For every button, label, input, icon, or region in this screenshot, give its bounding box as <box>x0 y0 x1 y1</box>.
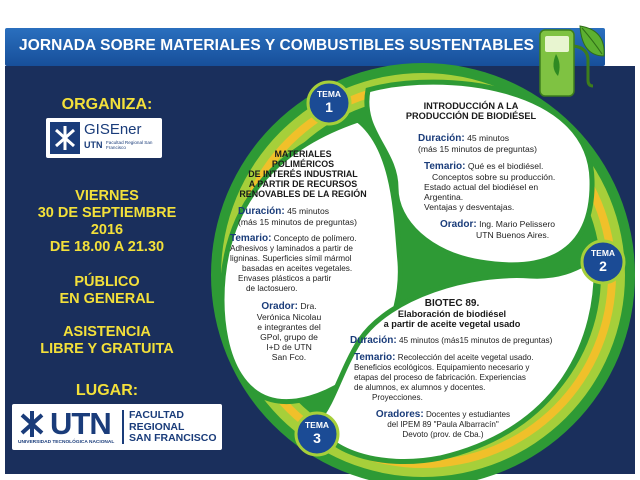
tema-3-temario <box>354 353 554 403</box>
tema-3-orador <box>368 410 518 440</box>
date-line: VIERNES <box>75 188 139 204</box>
duracion-label: Duración: <box>418 133 465 144</box>
utn-faculty <box>129 410 217 445</box>
temario-line: Conceptos sobre su producción. <box>432 172 556 182</box>
orador-line: Dra. <box>300 301 317 311</box>
gisener-subtitle: Facultad Regional San Francisco <box>106 140 153 150</box>
audience-info <box>5 274 209 308</box>
title-line: MATERIALES <box>274 149 332 159</box>
orador-line: Verónica Nicolau <box>256 312 322 322</box>
duracion-label: Duración: <box>350 335 397 346</box>
tema-3-badge-text <box>297 420 337 446</box>
badge-word: TEMA <box>590 248 616 258</box>
temario-line: Argentina. <box>424 192 464 202</box>
duracion-extra: (más 15 minutos de preguntas) <box>418 144 537 154</box>
page-title: JORNADA SOBRE MATERIALES Y COMBUSTIBLES SUSTENTABLES <box>19 37 535 54</box>
utn-emblem-icon <box>18 409 46 439</box>
orador-line: Ing. Mario Pelissero <box>479 219 556 229</box>
duracion-extra: (más 15 minutos de preguntas) <box>238 217 357 227</box>
temario-line: Adhesivos y laminados a partir de <box>230 244 353 253</box>
duracion-value: 45 minutos <box>467 133 510 143</box>
faculty-line: SAN FRANCISCO <box>129 432 217 444</box>
title-line: a partir de aceite vegetal usado <box>383 319 521 329</box>
duracion-value: 45 minutos <box>287 206 330 216</box>
temario-line: Estado actual del biodiésel en <box>424 182 539 192</box>
title-line: BIOTEC 89. <box>424 298 480 309</box>
orador-line: e integrantes del <box>257 322 321 332</box>
divider <box>122 410 124 444</box>
title-line: A PARTIR DE RECURSOS <box>248 179 358 189</box>
badge-number: 1 <box>325 99 333 115</box>
title-line: Elaboración de biodiésel <box>397 309 507 319</box>
orador-label: Orador: <box>440 219 477 230</box>
tema-1-content <box>382 101 574 240</box>
temario-line: de alumnos, ex alumnos y docentes. <box>354 383 486 392</box>
utn-fullname: UNIVERSIDAD TECNOLÓGICA NACIONAL <box>18 440 115 445</box>
orador-label: Oradores: <box>375 409 424 420</box>
temario-line: Recolección del aceite vegetal usado. <box>397 353 534 362</box>
tema-2-orador <box>244 301 334 362</box>
badge-number: 3 <box>313 430 321 446</box>
badge-word: TEMA <box>316 89 342 99</box>
attendance-info <box>5 324 209 358</box>
orador-line: Devoto (prov. de Cba.) <box>402 430 484 439</box>
organiza-label: ORGANIZA: <box>61 96 153 113</box>
temario-line: basadas en aceites vegetales. <box>242 264 353 273</box>
tema-2-badge-text <box>583 248 623 274</box>
date-line: 30 DE SEPTIEMBRE <box>37 205 177 221</box>
gisener-utn: UTN <box>84 140 103 150</box>
temario-label: Temario: <box>424 161 466 172</box>
title-line: INTRODUCCIÓN A LA <box>423 101 519 111</box>
orador-line: San Fco. <box>271 352 307 362</box>
gisener-logo <box>46 118 162 158</box>
title-line: RENOVABLES DE LA REGIÓN <box>239 189 367 199</box>
temario-line: Envases plásticos a partir <box>238 274 332 283</box>
orador-line: Docentes y estudiantes <box>425 410 511 419</box>
faculty-line: FACULTAD <box>129 409 185 421</box>
temario-line: ligninas. Superficies símil mármol <box>230 254 352 263</box>
orador-label: Orador: <box>261 301 299 312</box>
orador-line: UTN Buenos Aires. <box>476 230 550 240</box>
lugar-label: LUGAR: <box>75 382 139 399</box>
date-line: 2016 <box>90 222 124 238</box>
faculty-line: REGIONAL <box>129 420 185 433</box>
attendance-line: LIBRE Y GRATUITA <box>40 341 174 357</box>
tema-2-temario <box>230 234 382 294</box>
title-line: DE INTERÉS INDUSTRIAL <box>248 169 358 179</box>
utn-name: UTN <box>50 406 111 441</box>
tema-2-title <box>224 149 382 199</box>
utn-emblem-icon <box>50 122 80 154</box>
gisener-name: GISEner <box>84 121 142 138</box>
temario-line: Concepto de polímero. <box>273 234 357 243</box>
title-line: PRODUCCIÓN DE BIODIÉSEL <box>405 111 537 121</box>
duracion-label: Duración: <box>238 206 285 217</box>
temario-line: etapas del proceso de fabricación. Experiencias <box>354 373 526 382</box>
temario-line: Ventajas y desventajas. <box>424 202 515 212</box>
tema-3-content <box>350 299 554 440</box>
temario-line: Beneficios ecológicos. Equipamiento necesario y <box>354 363 530 372</box>
tema-1-badge-text <box>309 89 349 115</box>
tema-1-duracion <box>418 133 574 154</box>
date-line: DE 18.00 A 21.30 <box>49 239 165 255</box>
tema-3-title <box>350 299 554 329</box>
title-line: POLIMÉRICOS <box>271 159 335 169</box>
badge-word: TEMA <box>304 420 330 430</box>
temario-line: Qué es el biodiésel. <box>467 161 544 171</box>
tema-1-title <box>368 101 574 121</box>
orador-line: GPol, grupo de <box>260 332 318 342</box>
temario-label: Temario: <box>230 233 272 244</box>
event-date <box>5 188 209 256</box>
audience-line: PÚBLICO <box>74 274 140 290</box>
temario-label: Temario: <box>354 352 396 363</box>
duracion-value: 45 minutos (más15 minutos de preguntas) <box>398 336 553 345</box>
tema-2-duracion <box>238 206 382 227</box>
temario-line: de lactosuero. <box>246 284 298 293</box>
utn-logo <box>12 404 222 450</box>
tema-1-orador <box>440 219 574 240</box>
attendance-line: ASISTENCIA <box>63 324 151 340</box>
badge-number: 2 <box>599 258 607 274</box>
orador-line: del IPEM 89 "Paula Albarracín" <box>387 420 499 429</box>
audience-line: EN GENERAL <box>59 291 155 307</box>
tema-1-temario <box>424 161 574 212</box>
orador-line: I+D de UTN <box>266 342 312 352</box>
tema-3-duracion <box>350 336 554 346</box>
temario-line: Proyecciones. <box>372 393 423 402</box>
